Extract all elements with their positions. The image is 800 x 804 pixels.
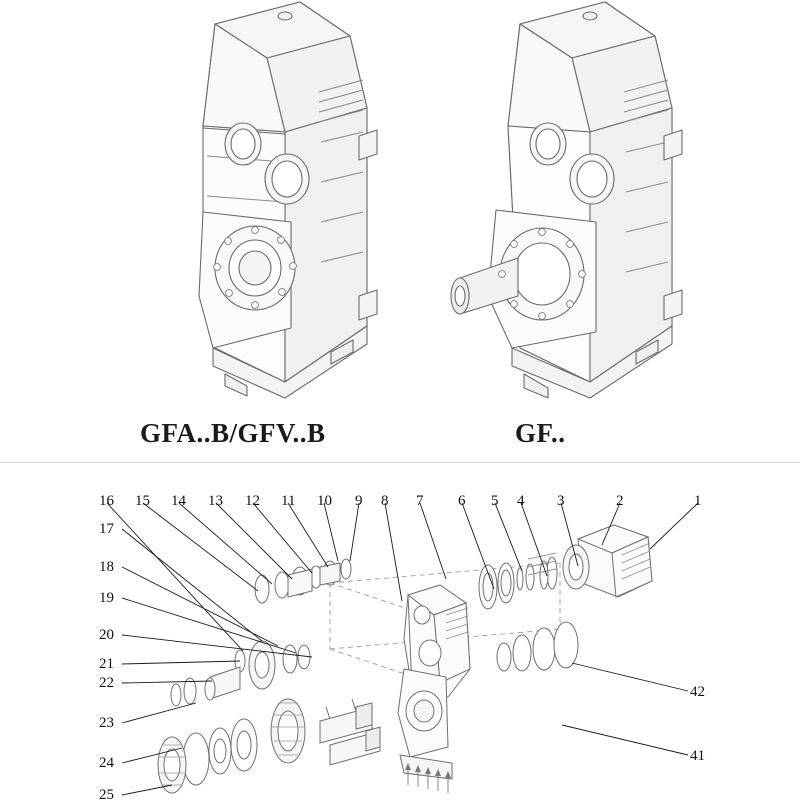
callout-number: 17	[99, 521, 114, 537]
callout-number: 24	[99, 755, 114, 771]
gearbox-drawing-left	[95, 0, 405, 406]
callout-number: 21	[99, 656, 114, 672]
callout-number: 14	[171, 493, 186, 509]
callout-number: 4	[517, 493, 525, 509]
exploded-parts-section	[0, 462, 800, 801]
callout-number: 13	[208, 493, 223, 509]
callout-number: 8	[381, 493, 389, 509]
callout-number: 41	[690, 748, 705, 764]
callout-number: 19	[99, 590, 114, 606]
exploded-assembly-drawing	[0, 463, 800, 801]
callout-number: 6	[458, 493, 466, 509]
model-label-gf: GF..	[515, 418, 566, 448]
callout-number: 2	[616, 493, 624, 509]
callout-number: 12	[245, 493, 260, 509]
callout-number: 42	[690, 684, 705, 700]
callout-number: 25	[99, 787, 114, 803]
callout-number: 18	[99, 559, 114, 575]
callout-number: 1	[694, 493, 702, 509]
gearbox-drawing-right	[400, 0, 720, 406]
callout-number: 23	[99, 715, 114, 731]
model-label-gfab-gfvb: GFA..B/GFV..B	[140, 418, 326, 448]
callout-number: 9	[355, 493, 363, 509]
callout-number: 5	[491, 493, 499, 509]
callout-number: 7	[416, 493, 424, 509]
callout-number: 22	[99, 675, 114, 691]
callout-number: 16	[99, 493, 114, 509]
callout-number: 20	[99, 627, 114, 643]
callout-number: 15	[135, 493, 150, 509]
callout-number: 10	[317, 493, 332, 509]
callout-number: 11	[281, 493, 296, 509]
callout-number: 3	[557, 493, 565, 509]
